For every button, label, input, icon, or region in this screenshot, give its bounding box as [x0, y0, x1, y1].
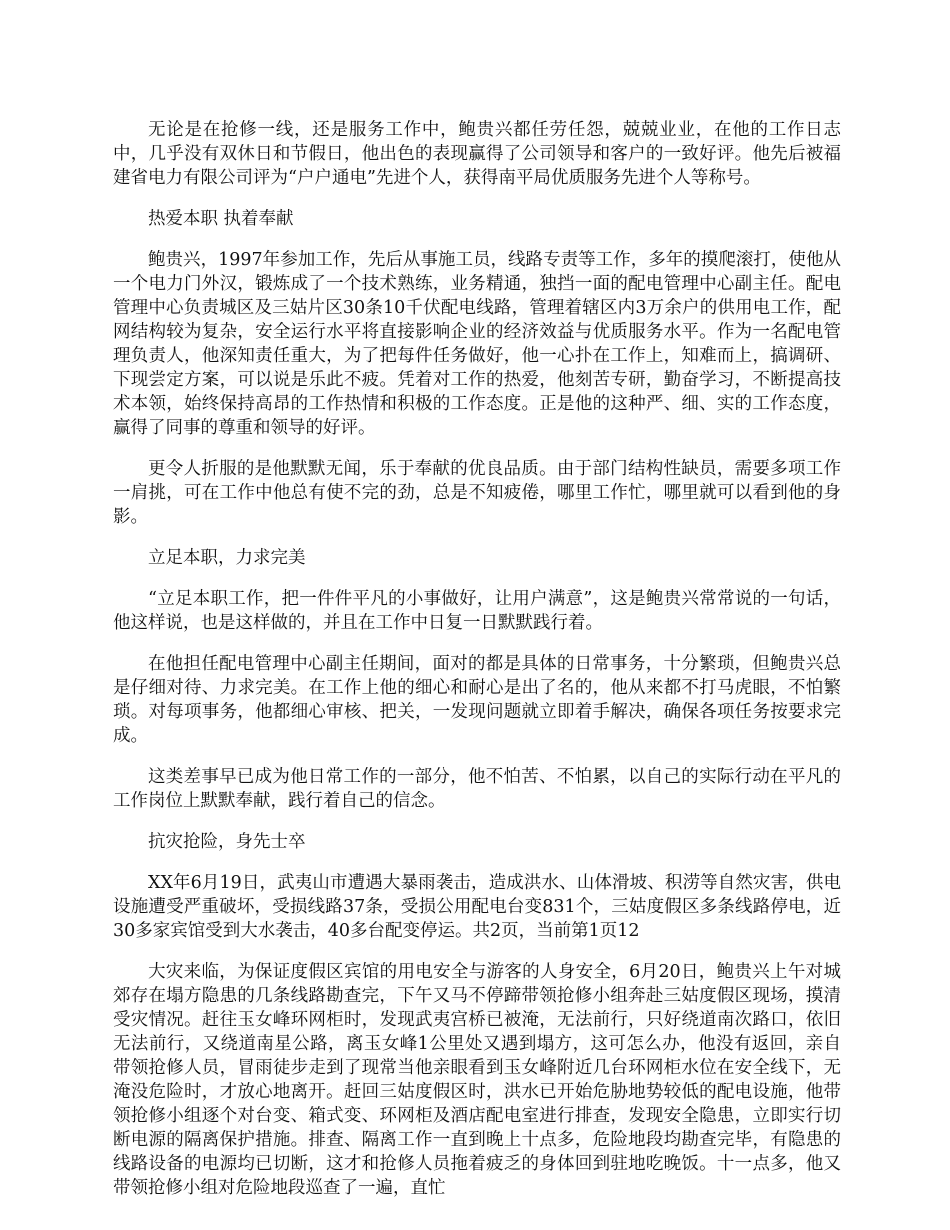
document-body	[113, 118, 841, 1217]
paragraph-quality: 更令人折服的是他默默无闻，乐于奉献的优良品质。由于部门结构性缺员，需要多项工作一肩挑，可在工作中他总有使不完的劲，总是不知疲倦，哪里工作忙，哪里就可以看到他的身影。	[113, 459, 841, 527]
section-heading-dedication: 热爱本职 执着奉献	[148, 209, 294, 229]
paragraph-service-praise: 无论是在抢修一线，还是服务工作中，鲍贵兴都任劳任怨，兢兢业业，在他的工作日志中，几乎没有双休日和节假日，他出色的表现赢得了公司领导和客户的一致好评。他先后被福建省电力有限公司评为“户户通电”先进个人，获得南平局优质服务先进个人等称号。	[113, 120, 841, 188]
paragraph-rescue: 大灾来临，为保证度假区宾馆的用电安全与游客的人身安全，6月20日，鲍贵兴上午对城郊存在塌方隐患的几条线路勘查完，下午又马不停蹄带领抢修小组奔赴三姑度假区现场，摸清受灾情况。赶往玉女峰环网柜时，发现武夷宫桥已被淹，无法前行，只好绕道南次路口，依旧无法前行，又绕道南星公路，离玉女峰1公里处又遇到塌方，这可怎么办，他没有返回，亲自带领抢修人员，冒雨徒步走到了现常当他亲眼看到玉女峰附近几台环网柜水位在安全线下，无淹没危险时，才放心地离开。赶回三姑度假区时，洪水已开始危胁地势较低的配电设施，他带领抢修小组逐个对台变、箱式变、环网柜及酒店配电室进行排查，发现安全隐患，立即实行切断电源的隔离保护措施。排查、隔离工作一直到晚上十点多，危险地段均勘查完毕，有隐患的线路设备的电源均已切断，这才和抢修人员拖着疲乏的身体回到驻地吃晚饭。十一点多，他又带领抢修小组对危险地段巡查了一遍，直忙	[113, 962, 841, 1198]
paragraph-deputy-director: 在他担任配电管理中心副主任期间，面对的都是具体的日常事务，十分繁琐，但鲍贵兴总是仔细对待、力求完美。在工作上他的细心和耐心是出了名的，他从来都不打马虎眼，不怕繁琐。对每项事务，他都细心审核、把关，一发现问题就立即着手解决，确保各项任务按要求完成。	[113, 654, 841, 746]
paragraph-storm: XX年6月19日，武夷山市遭遇大暴雨袭击，造成洪水、山体滑坡、积涝等自然灾害，供电设施遭受严重破坏，受损线路37条，受损公用配电台变831个，三姑度假区多条线路停电，近30多家宾馆受到大水袭击，40多台配变停运。共2页，当前第1页12	[113, 873, 841, 941]
section-heading-perfection: 立足本职，力求完美	[148, 548, 306, 568]
paragraph-daily-work: 这类差事早已成为他日常工作的一部分，他不怕苦、不怕累，以自己的实际行动在平凡的工作岗位上默默奉献，践行着自己的信念。	[113, 767, 841, 811]
section-heading-disaster: 抗灾抢险，身先士卒	[148, 832, 306, 852]
paragraph-motto: “立足本职工作，把一件件平凡的小事做好，让用户满意”，这是鲍贵兴常常说的一句话，他这样说，也是这样做的，并且在工作中日复一日默默践行着。	[113, 589, 841, 633]
paragraph-career: 鲍贵兴，1997年参加工作，先后从事施工员，线路专责等工作，多年的摸爬滚打，使他从一个电力门外汉，锻炼成了一个技术熟练，业务精通，独挡一面的配电管理中心副主任。配电管理中心负责城区及三姑片区30条10千伏配电线路，管理着辖区内3万余户的供用电工作，配网结构较为复杂，安全运行水平将直接影响企业的经济效益与优质服务水平。作为一名配电管理负责人，他深知责任重大，为了把每件任务做好，他一心扑在工作上，知难而上，搞调研、下现尝定方案，可以说是乐此不疲。凭着对工作的热爱，他刻苦专研，勤奋学习，不断提高技术本领，始终保持高昂的工作热情和积极的工作态度。正是他的这种严、细、实的工作态度，赢得了同事的尊重和领导的好评。	[113, 250, 841, 438]
